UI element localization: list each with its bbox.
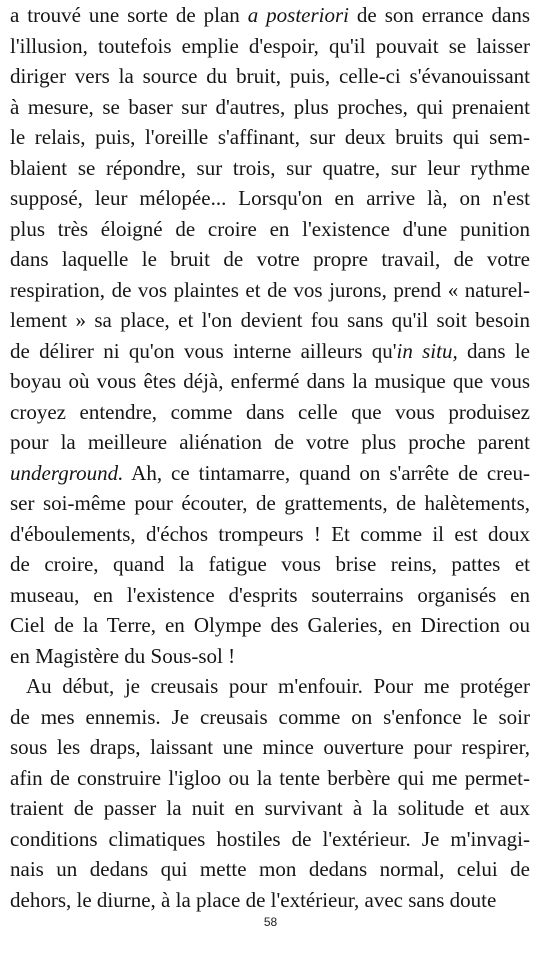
text-line: en Magistère du Sous-sol ! xyxy=(10,643,236,668)
text-line: conditions climatiques hostiles de l'extérieur. Je m'invagi- xyxy=(10,826,530,851)
paragraph xyxy=(10,0,530,671)
text-line: croyez entendre, comme dans celle que vous produisez xyxy=(10,399,530,424)
text-line: underground. Ah, ce tintamarre, quand on s'arrête de creu- xyxy=(10,460,530,485)
italic-text: in situ, xyxy=(396,338,458,363)
text-line: sous les draps, laissant une mince ouverture pour respirer, xyxy=(10,735,530,759)
text-line: Ciel de la Terre, en Olympe des Galeries, en Direction ou xyxy=(10,613,530,637)
text-line: diriger vers la source du bruit, puis, celle-ci s'évanouissant xyxy=(10,64,530,88)
text-line: blaient se répondre, sur trois, sur quatre, sur leur rythme xyxy=(10,155,530,180)
text-line: de croire, quand la fatigue vous brise reins, pattes et xyxy=(10,552,530,576)
text-line: dehors, le diurne, à la place de l'extérieur, avec sans doute xyxy=(10,887,497,912)
body-text xyxy=(10,0,530,915)
text-line: boyau où vous êtes déjà, enfermé dans la musique que vous xyxy=(10,369,530,393)
italic-text: a posteriori xyxy=(247,3,349,27)
text-line: respiration, de vos plaintes et de vos jurons, prend « naturel- xyxy=(10,277,530,302)
text-line: supposé, leur mélopée... Lorsqu'on en arrive là, on n'est xyxy=(10,186,530,210)
text-line: à mesure, se baser sur d'autres, plus proches, qui prenaient xyxy=(10,94,530,119)
text-line: traient de passer la nuit en survivant à la solitude et aux xyxy=(10,796,530,820)
italic-text: underground. xyxy=(10,460,124,485)
text-line: l'illusion, toutefois emplie d'espoir, qu'il pouvait se laisser xyxy=(10,33,530,58)
text-line: dans laquelle le bruit de votre propre travail, de votre xyxy=(10,247,530,271)
text-line: le relais, puis, l'oreille s'affinant, sur deux bruits qui sem- xyxy=(10,125,530,149)
text-line: ser soi-même pour écouter, de grattements, de halètements, xyxy=(10,491,530,515)
text-line: lement » sa place, et l'on devient fou sans qu'il soit besoin xyxy=(10,308,530,332)
text-line: afin de construire l'igloo ou la tente berbère qui me permet- xyxy=(10,765,530,790)
text-line: a trouvé une sorte de plan a posteriori de son errance dans xyxy=(10,3,530,27)
text-line: de mes ennemis. Je creusais comme on s'enfonce le soir xyxy=(10,704,530,729)
text-line: pour la meilleure aliénation de votre plus proche parent xyxy=(10,430,530,454)
text-line: nais un dedans qui mette mon dedans normal, celui de xyxy=(10,857,530,881)
page-number: 58 xyxy=(263,915,278,929)
text-line: Au début, je creusais pour m'enfouir. Pour me protéger xyxy=(26,674,530,698)
text-line: de délirer ni qu'on vous interne ailleurs qu'in situ, dans le xyxy=(10,338,530,363)
text-line: museau, en l'existence d'esprits souterrains organisés en xyxy=(10,582,530,607)
text-line: plus très éloigné de croire en l'existence d'une punition xyxy=(10,216,530,241)
text-line: d'éboulements, d'échos trompeurs ! Et comme il est doux xyxy=(10,521,530,546)
paragraph xyxy=(10,671,530,915)
